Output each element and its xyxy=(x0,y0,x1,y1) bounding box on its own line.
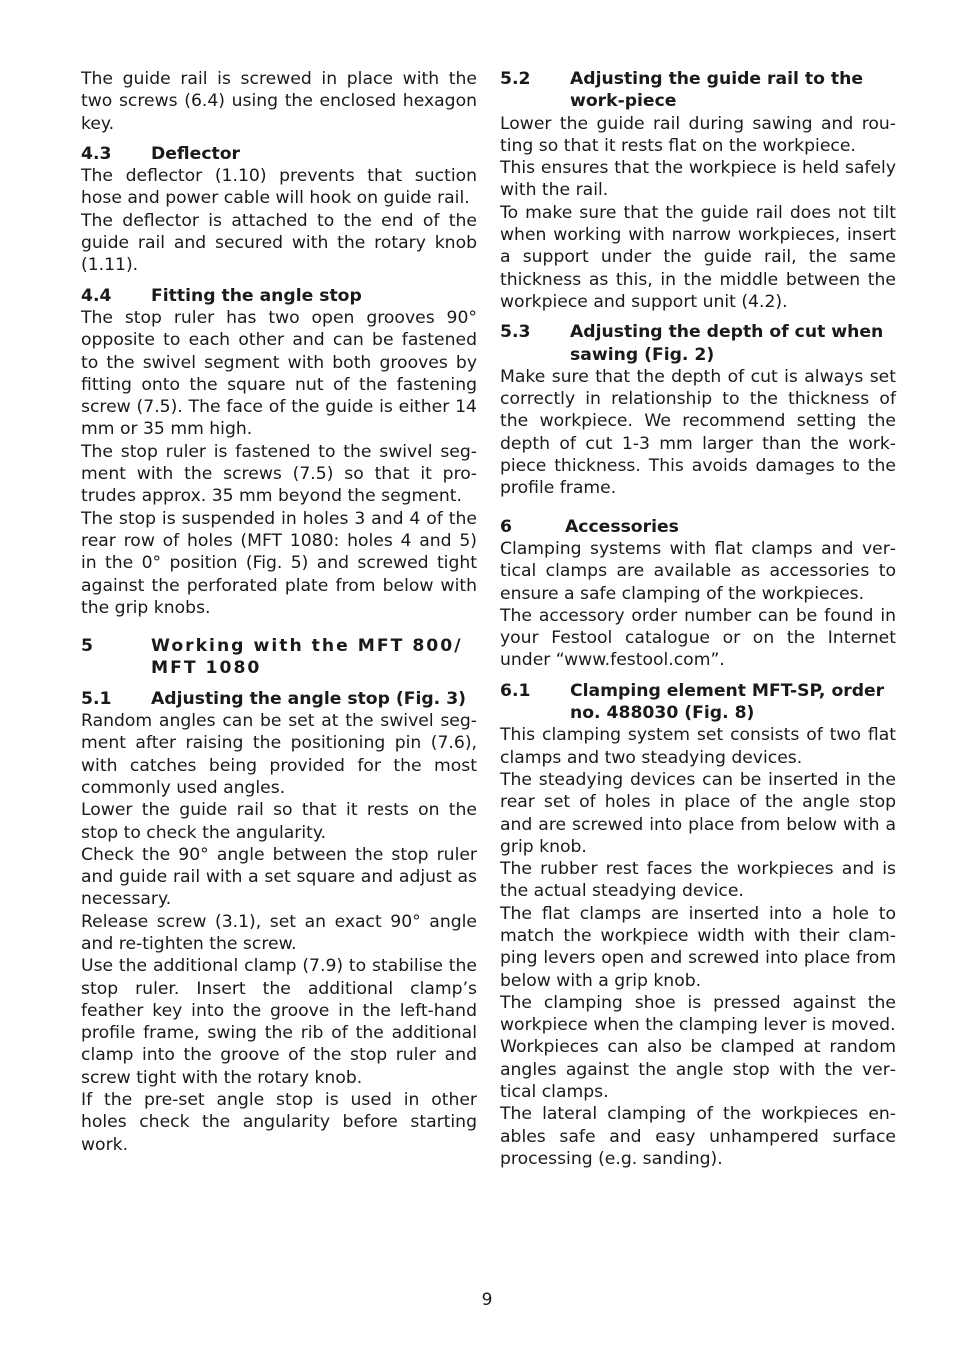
page-number: 9 xyxy=(481,1290,493,1310)
paragraph: Workpieces can also be clamped at random angles against the angle stop with the vertical clamps. xyxy=(500,1037,896,1103)
section-number: 4.3 xyxy=(81,143,112,164)
section-title: Clamping element MFT-SP, order no. 488030 (Fig. 8) xyxy=(570,680,885,724)
paragraph: The rubber rest faces the workpieces and is the actual steadying device. xyxy=(500,859,896,902)
paragraph: Random angles can be set at the swivel segment after raising the positioning pin (7.6), with catches being provided for the most commonly used angles. xyxy=(81,711,477,798)
section-heading-5-1 xyxy=(81,688,477,710)
paragraph: The clamping shoe is pressed against the workpiece when the clamping lever is moved. xyxy=(500,992,896,1036)
section-title: Accessories xyxy=(565,516,679,537)
section-number: 5.2 xyxy=(500,69,531,89)
section-title: Adjusting the guide rail to the work-piece xyxy=(570,69,864,112)
section-number: 5.3 xyxy=(500,322,531,343)
section-number: 5.1 xyxy=(81,688,112,709)
paragraph: Clamping systems with flat clamps and vertical clamps are available as accessories to ensure a safe clamping of the workpieces. xyxy=(500,538,896,604)
paragraph: If the pre-set angle stop is used in other holes check the angularity before starting work. xyxy=(81,1090,477,1155)
section-heading-6-1 xyxy=(500,680,896,725)
section-title: Working with the MFT 800/ MFT 1080 xyxy=(151,636,463,679)
paragraph: The guide rail is screwed in place with the two screws (6.4) using the enclosed hexagon key. xyxy=(81,69,477,134)
section-heading-5-3 xyxy=(500,321,896,366)
section-heading-4-4 xyxy=(81,285,477,307)
paragraph: Make sure that the depth of cut is always set correctly in relationship to the thickness of the workpiece. We recommend setting the depth of cut 1-3 mm larger than the workpiece thickness. This avoids damages to the profile frame. xyxy=(500,366,896,499)
paragraph: Release screw (3.1), set an exact 90° angle and re-tighten the screw. xyxy=(81,911,477,954)
section-title: Fitting the angle stop xyxy=(151,285,362,306)
section-heading-4-3 xyxy=(81,143,477,165)
paragraph: Lower the guide rail so that it rests on the stop to check the angularity. xyxy=(81,800,477,843)
paragraph: This clamping system set consists of two flat clamps and two steadying devices. xyxy=(500,725,896,768)
left-column xyxy=(81,68,477,1156)
paragraph: Lower the guide rail during sawing and routing so that it rests flat on the workpiece. xyxy=(500,113,896,156)
section-number: 4.4 xyxy=(81,285,112,306)
paragraph: This ensures that the workpiece is held safely with the rail. xyxy=(500,158,896,201)
section-number: 6 xyxy=(500,516,512,537)
paragraph: The deflector is attached to the end of the guide rail and secured with the rotary knob (1.11). xyxy=(81,210,477,276)
paragraph: The stop is suspended in holes 3 and 4 of the rear row of holes (MFT 1080: holes 4 and 5) in the 0° position (Fig. 5) and screwed tight against the perforated plate from below with the grip knobs. xyxy=(81,508,477,618)
section-heading-5 xyxy=(81,635,477,680)
paragraph: The lateral clamping of the workpieces enables safe and easy unhampered surface processing (e.g. sanding). xyxy=(500,1104,896,1169)
section-title: Deflector xyxy=(151,143,241,164)
section-title: Adjusting the angle stop (Fig. 3) xyxy=(151,688,467,709)
section-title: Adjusting the depth of cut when sawing (Fig. 2) xyxy=(570,322,884,365)
paragraph: To make sure that the guide rail does not tilt when working with narrow workpieces, insert a support under the guide rail, the same thickness as this, in the middle between the workpiece and support unit (4.2). xyxy=(500,202,896,312)
section-number: 5 xyxy=(81,636,93,657)
paragraph: The stop ruler has two open grooves 90° opposite to each other and can be fastened to the swivel segment with both grooves by fitting onto the square nut of the fastening screw (7.5). The face of the guide is either 14 mm or 35 mm high. xyxy=(81,307,477,440)
paragraph: The steadying devices can be inserted in the rear set of holes in place of the angle stop and are screwed into place from below with a grip knob. xyxy=(500,769,896,857)
paragraph: Check the 90° angle between the stop ruler and guide rail with a set square and adjust as necessary. xyxy=(81,844,477,910)
right-column xyxy=(500,68,896,1170)
section-number: 6.1 xyxy=(500,680,531,701)
section-heading-6 xyxy=(500,516,896,538)
paragraph: The deflector (1.10) prevents that suction hose and power cable will hook on guide rail. xyxy=(81,166,477,209)
paragraph: The accessory order number can be found in your Festool catalogue or on the Internet under “www.festool.com”. xyxy=(500,605,896,671)
paragraph: Use the additional clamp (7.9) to stabilise the stop ruler. Insert the additional clamp’s feather key into the groove in the left-hand profile frame, swing the rib of the additional clamp into the groove of the stop ruler and screw tight with the rotary knob. xyxy=(81,956,477,1088)
section-heading-5-2 xyxy=(500,68,896,113)
paragraph: The flat clamps are inserted into a hole to match the workpiece width with their clamping levers open and screwed into place from below with a grip knob. xyxy=(500,903,896,991)
paragraph: The stop ruler is fastened to the swivel segment with the screws (7.5) so that it protrudes approx. 35 mm beyond the segment. xyxy=(81,441,477,507)
